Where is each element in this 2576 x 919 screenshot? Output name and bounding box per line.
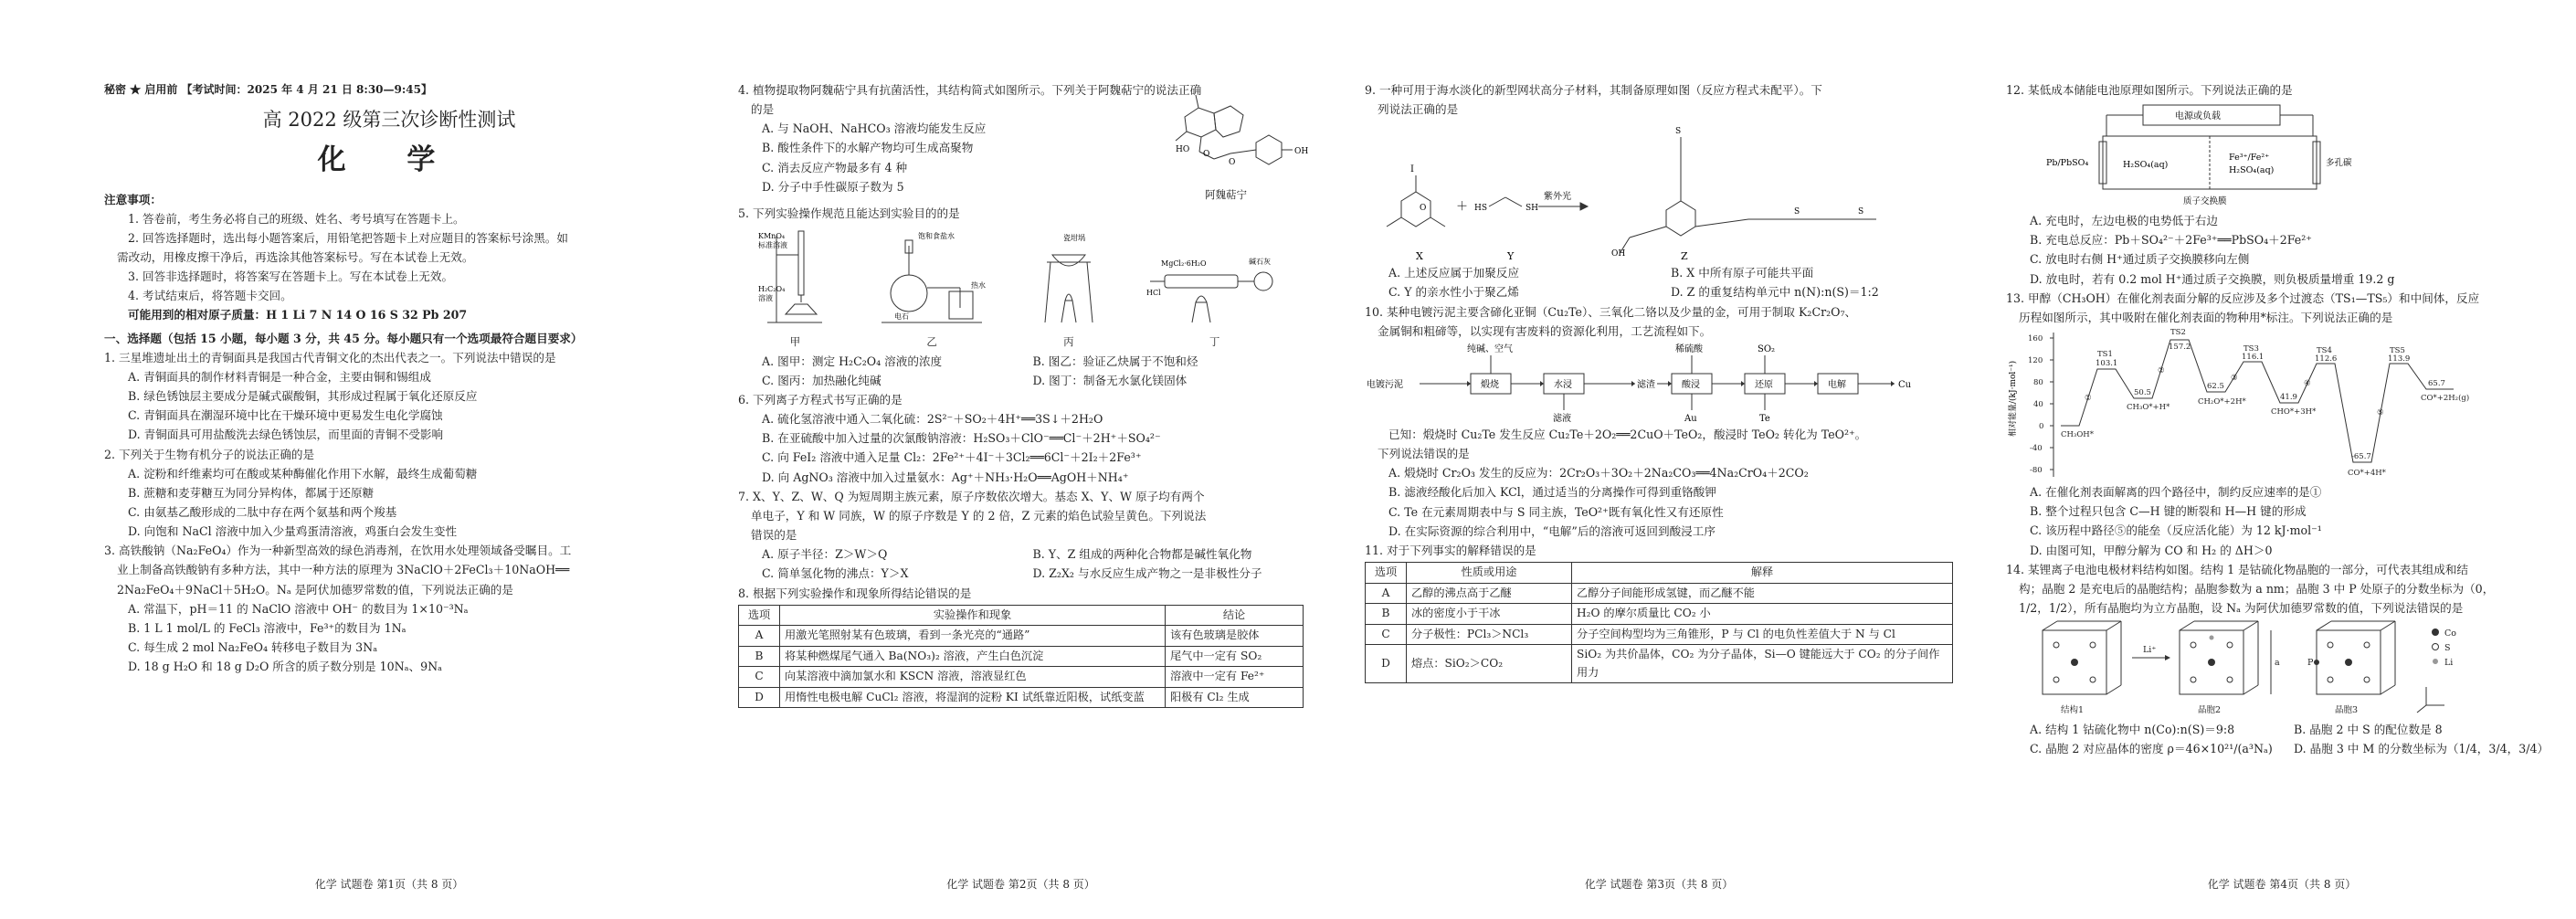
label-z: Z: [1681, 250, 1688, 263]
q10-known: 已知：煅烧时 Cu₂Te 发生反应 Cu₂Te＋2O₂══2CuO＋TeO₂，酸浸时 TeO₂ 转化为 TeO²⁺。: [1388, 427, 1867, 441]
notice-item: 4. 考试结束后，将答题卡交回。: [128, 289, 292, 303]
question-13: 13. 甲醇（CH₃OH）在催化剂表面分解的反应涉及多个过渡态（TS₁—TS₅）和中间体，反应: [2006, 290, 2480, 305]
table-cell: 熔点：SiO₂＞CO₂: [1407, 645, 1572, 683]
svg-text:CH₃OH*: CH₃OH*: [2061, 430, 2094, 440]
svg-text:稀硫酸: 稀硫酸: [1675, 343, 1703, 354]
battery-drawing: [2006, 100, 2572, 211]
question-11: 11. 对于下列事实的解释错误的是: [1365, 543, 1536, 557]
table-cell: C: [739, 667, 780, 688]
svg-text:Pb/PbSO₄: Pb/PbSO₄: [2046, 158, 2089, 169]
option: B. 在亚硫酸中加入过量的次氯酸钠溶液：H₂SO₃＋ClO⁻══Cl⁻＋2H⁺＋SO₄²⁻: [762, 431, 1161, 446]
svg-text:O: O: [1229, 158, 1236, 167]
svg-text:MgCl₂·6H₂O: MgCl₂·6H₂O: [1160, 259, 1207, 269]
table-row: [1366, 624, 1953, 645]
svg-text:H₂SO₄(aq): H₂SO₄(aq): [2229, 165, 2275, 176]
table-cell: 溶液中一定有 Fe²⁺: [1166, 667, 1304, 688]
question-8: 8. 根据下列实验操作和现象所得结论错误的是: [738, 586, 972, 600]
molecule-caption: 阿魏萜宁: [1205, 188, 1247, 202]
option: B. X 中所有原子可能共平面: [1671, 266, 1814, 280]
figure-jia: [758, 227, 831, 351]
svg-text:多孔碳: 多孔碳: [2326, 158, 2352, 169]
svg-text:120: 120: [2028, 356, 2043, 366]
figure-label: 乙: [926, 335, 937, 349]
molecule-drawing: [1148, 80, 1309, 181]
svg-text:④: ④: [2304, 379, 2311, 389]
svg-text:CHO*+3H*: CHO*+3H*: [2271, 407, 2317, 417]
option: C. 向 FeI₂ 溶液中通入足量 Cl₂：2Fe²⁺＋4I⁻＋3Cl₂══6Cl⁻＋2I₂＋2Fe³⁺: [762, 450, 1142, 465]
figure-ding: [1146, 227, 1283, 351]
svg-text:-40: -40: [2030, 444, 2043, 454]
question-6: 6. 下列离子方程式书写正确的是: [738, 392, 903, 407]
table-cell: 将某种燃煤尾气通入 Ba(NO₃)₂ 溶液，产生白色沉淀: [780, 646, 1166, 667]
svg-text:H₂C₂O₄: H₂C₂O₄: [758, 285, 786, 294]
option: D. 向饱和 NaCl 溶液中加入少量鸡蛋清溶液，鸡蛋白会发生变性: [128, 524, 458, 539]
svg-text:TS5: TS5: [2390, 346, 2405, 356]
svg-text:＋: ＋: [1456, 200, 1469, 215]
svg-text:HS: HS: [1474, 204, 1488, 214]
svg-text:116.1: 116.1: [2242, 353, 2265, 363]
page-3: [1348, 0, 1969, 919]
q12-battery-figure: [2006, 100, 2558, 211]
svg-text:Au: Au: [1684, 413, 1697, 424]
option: A. 在催化剂表面解离的四个路径中，制约反应速率的是①: [2030, 485, 2322, 500]
ferulic-structure-figure: [1148, 80, 1309, 204]
svg-text:S: S: [1675, 127, 1682, 137]
option: C. Y 的亲水性小于聚乙烯: [1388, 285, 1519, 300]
energy-profile-drawing: [2006, 327, 2572, 482]
svg-text:⑤: ⑤: [2377, 408, 2384, 418]
q8-table: [738, 605, 1304, 709]
svg-text:CH₂O*+2H*: CH₂O*+2H*: [2198, 397, 2246, 407]
table-cell: 冰的密度小于干冰: [1407, 604, 1572, 625]
flowchart-drawing: [1365, 341, 1949, 425]
option: D. 分子中手性碳原子数为 5: [762, 179, 904, 194]
svg-text:①: ①: [2085, 394, 2092, 404]
svg-text:标准溶液: 标准溶液: [758, 241, 788, 250]
svg-text:Li: Li: [2444, 658, 2454, 669]
table-cell: 乙醇分子间能形成氢键，而乙醚不能: [1572, 583, 1953, 604]
table-header: 解释: [1572, 563, 1953, 584]
table-cell: B: [739, 646, 780, 667]
table-header: 选项: [739, 605, 780, 626]
question-14-cont: 构；晶胞 2 是充电后的晶胞结构；晶胞参数为 a nm；晶胞 3 中 P 处原子的分数坐标为（0，: [2019, 581, 2495, 596]
svg-text:CO*+2H₂(g): CO*+2H₂(g): [2421, 394, 2470, 404]
notice-item: 2. 回答选择题时，选出每小题答案后，用铅笔把答题卡上对应题目的答案标号涂黑。如: [128, 230, 568, 245]
table-row: [739, 687, 1304, 708]
option: D. 图丁：制备无水氯化镁固体: [1032, 373, 1188, 387]
svg-text:40: 40: [2033, 400, 2043, 410]
option: A. 图甲：测定 H₂C₂O₄ 溶液的浓度: [762, 354, 943, 368]
table-row: [739, 646, 1304, 667]
svg-text:S: S: [2444, 643, 2451, 654]
table-cell: 乙醇的沸点高于乙醚: [1407, 583, 1572, 604]
svg-text:-65.7: -65.7: [2351, 452, 2371, 462]
question-13-cont: 历程如图所示，其中吸附在催化剂表面的物种用*标注。下列说法正确的是: [2019, 310, 2393, 324]
svg-text:O: O: [1203, 150, 1210, 159]
svg-text:滤渣: 滤渣: [1637, 379, 1655, 390]
question-7-cont: 错误的是: [751, 528, 797, 543]
question-10-cont: 金属铜和粗碲等，以实现有害废料的资源化利用，工艺流程如下。: [1378, 323, 1712, 338]
question-3-cont: 2Na₂FeO₄＋9NaCl＋5H₂O。Nₐ 是阿伏加德罗常数的值，下列说法正确的是: [117, 582, 513, 597]
option: B. 图乙：验证乙炔属于不饱和烃: [1032, 354, 1198, 368]
option: C. 简单氢化物的沸点：Y＞X: [762, 566, 909, 581]
option: B. 滤液经酸化后加入 KCl，通过适当的分离操作可得到重铬酸钾: [1388, 485, 1716, 500]
svg-text:41.9: 41.9: [2280, 393, 2297, 403]
svg-text:65.7: 65.7: [2428, 379, 2445, 389]
svg-text:P: P: [2307, 658, 2314, 669]
notice-item: 需改动，用橡皮擦干净后，再选涂其他答案标号。写在本试卷上无效。: [117, 249, 474, 264]
question-3-cont: 业上制备高铁酸钠有多种方法，其中一种方法的原理为 3NaClO＋2FeCl₃＋10NaOH══: [117, 563, 570, 577]
option: A. 硫化氢溶液中通入二氧化硫：2S²⁻＋SO₂＋4H⁺══3S↓＋2H₂O: [762, 412, 1103, 427]
table-row: [1366, 583, 1953, 604]
table-header-row: [739, 605, 1304, 626]
svg-text:纯碱、空气: 纯碱、空气: [1467, 343, 1513, 354]
svg-text:SO₂: SO₂: [1758, 343, 1776, 354]
svg-text:电镀污泥: 电镀污泥: [1367, 379, 1403, 390]
svg-text:112.6: 112.6: [2315, 354, 2338, 364]
mgcl2-apparatus: [1146, 227, 1283, 328]
option: B. 晶胞 2 中 S 的配位数是 8: [2294, 723, 2443, 737]
svg-text:溶液: 溶液: [758, 294, 774, 303]
table-cell: 该有色玻璃是胶体: [1166, 626, 1304, 647]
question-9-cont: 列说法正确的是: [1378, 102, 1459, 117]
table-cell: A: [739, 626, 780, 647]
svg-text:KMnO₄: KMnO₄: [758, 232, 786, 241]
table-row: [1366, 645, 1953, 683]
label-y: Y: [1507, 250, 1515, 263]
table-cell: 尾气中一定有 SO₂: [1166, 646, 1304, 667]
svg-text:0: 0: [2039, 422, 2044, 432]
svg-text:HCl: HCl: [1145, 289, 1161, 298]
svg-text:SH: SH: [1526, 204, 1539, 214]
table-cell: 向某溶液中滴加氯水和 KSCN 溶液，溶液显红色: [780, 667, 1166, 688]
table-cell: H₂O 的摩尔质量比 CO₂ 小: [1572, 604, 1953, 625]
q14-crystal-figure: [2006, 618, 2558, 720]
table-cell: D: [739, 687, 780, 708]
table-header: 实验操作和现象: [780, 605, 1166, 626]
question-2: 2. 下列关于生物有机分子的说法正确的是: [104, 447, 315, 461]
svg-text:H₂SO₄(aq): H₂SO₄(aq): [2123, 160, 2169, 171]
option: D. Z 的重复结构单元中 n(N):n(S)＝1:2: [1671, 285, 1879, 300]
option: B. 酸性条件下的水解产物均可生成高聚物: [762, 141, 974, 155]
page-2: [722, 0, 1320, 919]
svg-text:③: ③: [2231, 374, 2238, 384]
page-footer: 化学 试题卷 第2页（共 8 页）: [946, 877, 1095, 891]
q5-figures: [738, 224, 1304, 352]
svg-text:OH: OH: [1611, 249, 1626, 259]
notice-item: 3. 回答非选择题时，将答案写在答题卡上。写在本试卷上无效。: [128, 269, 454, 284]
svg-text:质子交换膜: 质子交换膜: [2183, 196, 2227, 207]
polymer-reaction-drawing: [1365, 119, 1949, 263]
q11-table: [1365, 562, 1953, 683]
subject-title: 化 学: [317, 143, 461, 177]
figure-yi: [872, 227, 991, 351]
option: C. Te 在元素周期表中与 S 同主族，TeO²⁺既有氧化性又有还原性: [1388, 504, 1724, 519]
svg-text:HO: HO: [1176, 145, 1190, 154]
table-header: 选项: [1366, 563, 1407, 584]
table-cell: A: [1366, 583, 1407, 604]
option: A. 原子半径：Z＞W＞Q: [762, 547, 888, 562]
table-header-row: [1366, 563, 1953, 584]
page-4: [1990, 0, 2574, 919]
option: C. 放电时右侧 H⁺通过质子交换膜移向左侧: [2030, 252, 2250, 267]
page-footer: 化学 试题卷 第4页（共 8 页）: [2207, 877, 2357, 891]
svg-text:80: 80: [2033, 378, 2043, 388]
option: D. 18 g H₂O 和 18 g D₂O 所含的质子数分别是 10Nₐ、9Nₐ: [128, 660, 443, 674]
svg-text:煅烧: 煅烧: [1481, 379, 1499, 390]
svg-text:Li⁺: Li⁺: [2143, 645, 2157, 656]
svg-text:电石: 电石: [894, 312, 910, 322]
question-10: 10. 某种电镀污泥主要含碲化亚铜（Cu₂Te）、三氧化二铬以及少量的金，可用于制取 K₂Cr₂O₇、: [1365, 304, 1857, 319]
label-x: X: [1416, 250, 1423, 263]
atomic-mass: 可能用到的相对原子质量：H 1 Li 7 N 14 O 16 S 32 Pb 207: [128, 308, 468, 322]
svg-text:晶胞2: 晶胞2: [2198, 705, 2222, 716]
svg-text:瓷坩埚: 瓷坩埚: [1062, 234, 1085, 243]
acetylene-apparatus: [872, 227, 991, 328]
figure-label: 丙: [1063, 335, 1074, 349]
option: C. 由氨基乙酸形成的二肽中存在两个氨基和两个羧基: [128, 505, 397, 519]
option: A. 常温下，pH＝11 的 NaClO 溶液中 OH⁻ 的数目为 1×10⁻³Nₐ: [128, 601, 469, 616]
y-axis-label: 相对能量/(kJ·mol⁻¹): [2009, 360, 2018, 438]
table-cell: SiO₂ 为共价晶体，CO₂ 为分子晶体，Si—O 键能远大于 CO₂ 的分子间作用力: [1572, 645, 1953, 683]
svg-text:热水: 热水: [971, 281, 987, 290]
q10-known: 下列说法错误的是: [1378, 447, 1470, 461]
page-1: [88, 0, 691, 919]
option: D. 由图可知，甲醇分解为 CO 和 H₂ 的 ΔH＞0: [2030, 543, 2273, 557]
question-3: 3. 高铁酸钠（Na₂FeO₄）作为一种新型高效的绿色消毒剂，在饮用水处理领域备受瞩目。工: [104, 544, 572, 558]
question-14: 14. 某锂离子电池电极材料结构如图。结构 1 是钴硫化物晶胞的一部分，可代表其组成和结: [2006, 562, 2469, 576]
svg-text:TS1: TS1: [2097, 350, 2113, 360]
svg-text:160: 160: [2028, 334, 2043, 344]
question-14-cont: 1/2，1/2），所有晶胞均为立方晶胞，设 Nₐ 为阿伏加德罗常数的值，下列说法错误的是: [2019, 601, 2464, 616]
table-header: 结论: [1166, 605, 1304, 626]
option: D. 放电时，若有 0.2 mol H⁺通过质子交换膜，则负极质量增重 19.2 g: [2030, 271, 2395, 286]
svg-text:Co: Co: [2444, 629, 2456, 639]
option: A. 淀粉和纤维素均可在酸或某种酶催化作用下水解，最终生成葡萄糖: [128, 466, 478, 481]
table-cell: B: [1366, 604, 1407, 625]
svg-text:157.2: 157.2: [2169, 343, 2191, 353]
q10-flowchart: [1365, 341, 1953, 425]
option: B. 蔗糖和麦芽糖互为同分异构体，都属于还原糖: [128, 485, 375, 500]
option: C. 图丙：加热融化纯碱: [762, 373, 882, 387]
question-1: 1. 三星堆遗址出土的青铜面具是我国古代青铜文化的杰出代表之一。下列说法中错误的是: [104, 350, 556, 364]
table-cell: 用惰性电极电解 CuCl₂ 溶液，将湿润的淀粉 KI 试纸靠近阳极，试纸变蓝: [780, 687, 1166, 708]
svg-text:O: O: [1420, 204, 1427, 214]
notice-item: 1. 答卷前，考生务必将自己的班级、姓名、考号填写在答题卡上。: [128, 211, 465, 226]
option: A. 与 NaOH、NaHCO₃ 溶液均能发生反应: [762, 121, 987, 136]
option: D. 青铜面具可用盐酸洗去绿色锈蚀层，而里面的青铜不受影响: [128, 428, 444, 442]
figure-label: 甲: [789, 335, 801, 349]
svg-text:TS2: TS2: [2170, 328, 2186, 338]
option: C. 该历程中路径⑤的能垒（反应活化能）为 12 kJ·mol⁻¹: [2030, 523, 2322, 538]
q9-reaction-figure: [1365, 119, 1953, 263]
option: B. Y、Z 组成的两种化合物都是碱性氧化物: [1032, 547, 1252, 562]
svg-text:TS3: TS3: [2243, 344, 2259, 354]
svg-text:电源或负载: 电源或负载: [2175, 111, 2221, 122]
figure-bing: [1032, 227, 1105, 351]
svg-text:晶胞3: 晶胞3: [2335, 705, 2359, 716]
table-row: [739, 667, 1304, 688]
option: C. 每生成 2 mol Na₂FeO₄ 转移电子数目为 3Nₐ: [128, 640, 378, 655]
table-cell: 分子空间构型均为三角锥形，P 与 Cl 的电负性差值大于 N 与 Cl: [1572, 624, 1953, 645]
question-9: 9. 一种可用于海水淡化的新型网状高分子材料，其制备原理如图（反应方程式未配平）。下: [1365, 83, 1822, 97]
svg-text:a: a: [2275, 658, 2280, 669]
svg-text:CH₃O*+H*: CH₃O*+H*: [2127, 403, 2170, 413]
option: C. 消去反应产物最多有 4 种: [762, 160, 908, 174]
svg-text:还原: 还原: [1755, 379, 1773, 390]
option: A. 充电时，左边电极的电势低于右边: [2030, 214, 2219, 228]
figure-label: 丁: [1209, 335, 1220, 349]
svg-text:62.5: 62.5: [2207, 382, 2224, 392]
table-cell: 分子极性：PCl₃＞NCl₃: [1407, 624, 1572, 645]
svg-text:滤液: 滤液: [1553, 413, 1571, 424]
table-cell: 阳极有 Cl₂ 生成: [1166, 687, 1304, 708]
notice-title: 注意事项：: [104, 192, 162, 206]
question-4-cont: 的是: [751, 102, 775, 117]
question-12: 12. 某低成本储能电池原理如图所示。下列说法正确的是: [2006, 83, 2293, 97]
option: A. 煅烧时 Cr₂O₃ 发生的反应为：2Cr₂O₃＋3O₂＋2Na₂CO₃══4Na₂CrO₄＋2CO₂: [1388, 466, 1809, 481]
svg-text:TS4: TS4: [2317, 346, 2332, 356]
table-row: [1366, 604, 1953, 625]
svg-text:紫外光: 紫外光: [1544, 192, 1571, 203]
svg-text:Te: Te: [1759, 413, 1770, 424]
option: D. 晶胞 3 中 M 的分数坐标为（1/4，3/4，3/4）: [2294, 742, 2550, 756]
svg-text:I: I: [1410, 164, 1414, 175]
svg-text:CO*+4H*: CO*+4H*: [2348, 469, 2386, 479]
svg-text:Fe³⁺/Fe²⁺: Fe³⁺/Fe²⁺: [2229, 153, 2270, 164]
option: B. 1 L 1 mol/L 的 FeCl₃ 溶液中，Fe³⁺的数目为 1Nₐ: [128, 620, 406, 635]
svg-text:酸浸: 酸浸: [1682, 379, 1700, 390]
question-7-cont: 单电子，Y 和 W 同族，W 的原子序数是 Y 的 2 倍，Z 元素的焰色试验呈黄色。下列说法: [751, 508, 1207, 523]
table-row: [739, 626, 1304, 647]
table-cell: C: [1366, 624, 1407, 645]
svg-text:结构1: 结构1: [2061, 705, 2085, 716]
option: C. 晶胞 2 对应晶体的密度 ρ＝46×10²¹/(a³Nₐ): [2030, 742, 2273, 756]
option: A. 结构 1 钴硫化物中 n(Co):n(S)＝9:8: [2030, 723, 2235, 737]
svg-text:碱石灰: 碱石灰: [1248, 258, 1271, 267]
svg-text:电解: 电解: [1828, 379, 1846, 390]
crystal-drawing: [2006, 618, 2572, 720]
svg-text:-80: -80: [2030, 466, 2043, 476]
svg-text:S: S: [1858, 207, 1864, 217]
question-4: 4. 植物提取物阿魏萜宁具有抗菌活性，其结构简式如图所示。下列关于阿魏萜宁的说法正确: [738, 83, 1202, 97]
section-title: 一、选择题（包括 15 小题，每小题 3 分，共 45 分。每小题只有一个选项最符合题目要求）: [104, 331, 583, 345]
q13-energy-diagram: [2006, 327, 2558, 482]
table-header: 性质或用途: [1407, 563, 1572, 584]
option: B. 充电总反应：Pb＋SO₄²⁻＋2Fe³⁺══PbSO₄＋2Fe²⁺: [2030, 233, 2312, 248]
option: C. 青铜面具在潮湿环境中比在干燥环境中更易发生电化学腐蚀: [128, 408, 443, 423]
question-5: 5. 下列实验操作规范且能达到实验目的的是: [738, 206, 960, 221]
exam-title: 高 2022 级第三次诊断性测试: [262, 109, 516, 132]
option: D. 向 AgNO₃ 溶液中加入过量氨水：Ag⁺＋NH₃·H₂O══AgOH＋NH₄⁺: [762, 470, 1129, 484]
option: D. 在实际资源的综合利用中，“电解”后的溶液可返回到酸浸工序: [1388, 523, 1716, 538]
option: A. 青铜面具的制作材料青铜是一种合金，主要由铜和锡组成: [128, 369, 431, 384]
oh-label: OH: [1294, 147, 1309, 156]
table-cell: D: [1366, 645, 1407, 683]
svg-text:水浸: 水浸: [1554, 379, 1572, 390]
crucible-apparatus: [1032, 227, 1105, 328]
option: B. 整个过程只包含 C—H 键的断裂和 H—H 键的形成: [2030, 504, 2307, 519]
page-footer: 化学 试题卷 第3页（共 8 页）: [1584, 877, 1734, 891]
question-7: 7. X、Y、Z、W、Q 为短周期主族元素，原子序数依次增大。基态 X、Y、W 原子均有两个: [738, 489, 1205, 503]
option: D. Z₂X₂ 与水反应生成产物之一是非极性分子: [1032, 566, 1262, 581]
svg-text:②: ②: [2158, 366, 2165, 376]
burette-apparatus: [758, 227, 831, 328]
svg-text:饱和食盐水: 饱和食盐水: [918, 232, 955, 241]
table-cell: 用激光笔照射某有色玻璃，看到一条光亮的“通路”: [780, 626, 1166, 647]
svg-text:103.1: 103.1: [2096, 359, 2118, 369]
svg-text:113.9: 113.9: [2388, 354, 2411, 364]
svg-text:50.5: 50.5: [2134, 388, 2151, 398]
page-footer: 化学 试题卷 第1页（共 8 页）: [314, 877, 464, 891]
option: B. 绿色锈蚀层主要成分是碱式碳酸铜，其形成过程属于氧化还原反应: [128, 389, 478, 404]
option: A. 上述反应属于加聚反应: [1388, 266, 1520, 280]
svg-text:Cu: Cu: [1898, 379, 1912, 390]
exam-header: 秘密 ★ 启用前 【考试时间：2025 年 4 月 21 日 8:30—9:45】: [104, 83, 433, 96]
svg-text:S: S: [1794, 207, 1800, 217]
